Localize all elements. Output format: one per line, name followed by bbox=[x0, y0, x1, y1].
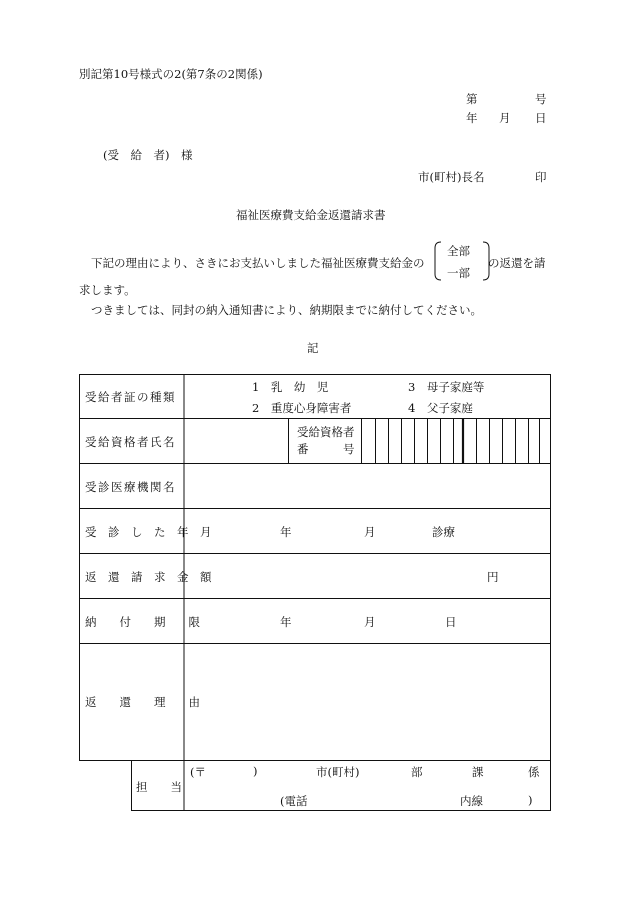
choice-all: 全部 bbox=[447, 244, 470, 258]
label-id-number-1: 受給資格者 bbox=[297, 425, 355, 439]
date-day: 日 bbox=[535, 111, 547, 125]
contact-unit: 係 bbox=[528, 765, 540, 779]
contact-postal-close: ) bbox=[253, 764, 258, 778]
label-contact: 担 当 bbox=[136, 780, 182, 794]
label-recipient-name: 受給資格者氏名 bbox=[85, 435, 176, 449]
type-single-father: 4 父子家庭 bbox=[408, 401, 473, 415]
body-line1-pre: 下記の理由により、さきにお支払いしました福祉医療費支給金の bbox=[91, 256, 425, 270]
contact-extension: 内線 bbox=[460, 794, 483, 808]
body-line3: つきましては、同封の納入通知書により、納期限までに納付してください。 bbox=[91, 303, 482, 317]
deadline-year: 年 bbox=[280, 615, 292, 629]
seal-mark: 印 bbox=[535, 170, 547, 184]
contact-phone-close: ) bbox=[528, 793, 533, 807]
label-payment-deadline: 納 付 期 限 bbox=[85, 615, 200, 629]
form-table bbox=[79, 374, 551, 811]
label-card-type: 受給者証の種類 bbox=[85, 390, 176, 404]
ki-marker: 記 bbox=[307, 341, 319, 355]
number-suffix: 号 bbox=[535, 92, 547, 106]
type-disabled: 2 重度心身障害者 bbox=[252, 401, 352, 415]
date-month: 月 bbox=[499, 111, 511, 125]
yen-unit: 円 bbox=[487, 570, 499, 584]
label-id-number-2: 番 号 bbox=[297, 442, 355, 456]
label-refund-amount: 返 還 請 求 金 額 bbox=[85, 570, 212, 584]
body-line1-post: の返還を請 bbox=[488, 256, 546, 270]
visit-year: 年 bbox=[280, 525, 292, 539]
label-medical-institution: 受診医療機関名 bbox=[85, 480, 176, 494]
type-infant: 1 乳 幼 児 bbox=[252, 380, 329, 394]
issuer-name: 市(町村)長名 bbox=[418, 170, 485, 184]
label-visit-month: 受 診 し た 年 月 bbox=[85, 525, 212, 539]
date-year: 年 bbox=[466, 111, 478, 125]
contact-section: 課 bbox=[472, 765, 484, 779]
deadline-day: 日 bbox=[445, 615, 457, 629]
contact-postal-open: (〒 bbox=[190, 765, 206, 779]
deadline-month: 月 bbox=[364, 615, 376, 629]
form-reference: 別記第10号様式の2(第7条の2関係) bbox=[79, 67, 263, 81]
choice-part: 一部 bbox=[447, 266, 470, 280]
body-line2: 求します。 bbox=[79, 283, 136, 297]
number-label: 第 bbox=[466, 92, 478, 106]
recipient-line: (受 給 者) 様 bbox=[103, 148, 193, 162]
contact-department: 部 bbox=[411, 765, 423, 779]
label-refund-reason: 返 還 理 由 bbox=[85, 695, 200, 709]
visit-month: 月 bbox=[364, 525, 376, 539]
contact-phone: (電話 bbox=[280, 794, 308, 808]
type-single-mother: 3 母子家庭等 bbox=[408, 380, 485, 394]
document-title: 福祉医療費支給金返還請求書 bbox=[236, 208, 386, 222]
contact-city: 市(町村) bbox=[316, 765, 360, 779]
visit-treatment: 診療 bbox=[432, 525, 455, 539]
